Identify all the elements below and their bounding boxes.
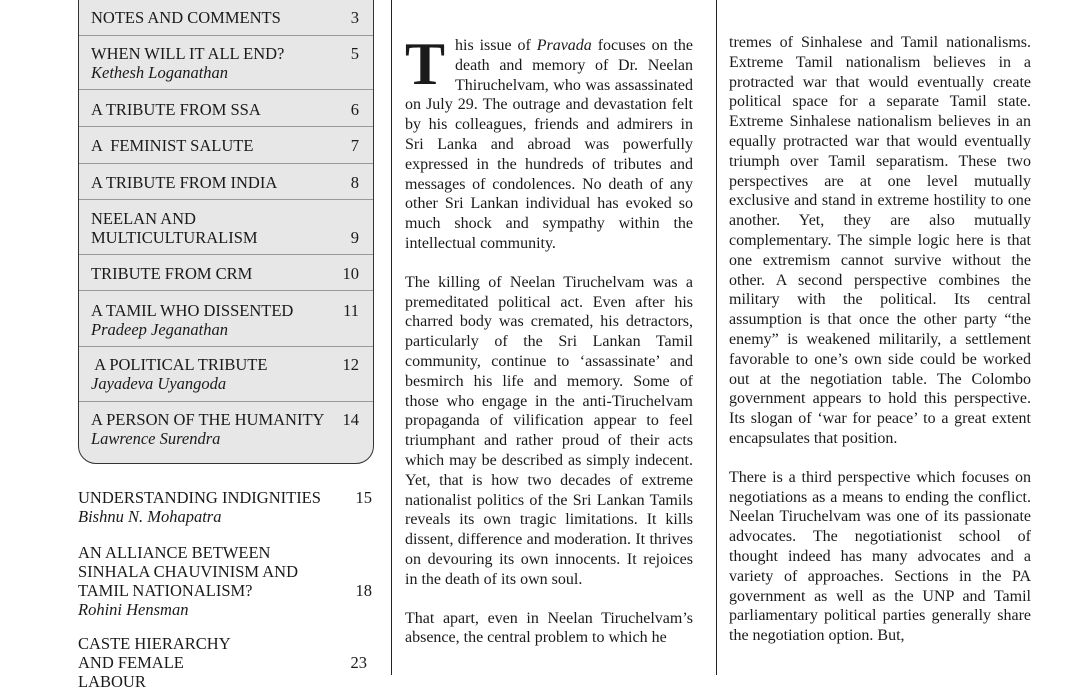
toc-page: 12: [342, 355, 359, 374]
toc-entry[interactable]: [91, 173, 359, 192]
divider: [79, 126, 373, 127]
toc-page: 6: [350, 100, 359, 119]
toc-page: 9: [350, 228, 359, 247]
toc-page: 15: [355, 488, 372, 507]
toc-entry[interactable]: [91, 410, 359, 448]
toc-entry[interactable]: [91, 136, 359, 155]
toc-title: A POLITICAL TRIBUTE: [91, 355, 268, 374]
toc-title: NEELAN AND MULTICULTURALISM: [91, 209, 258, 247]
toc-author: Pradeep Jeganathan: [91, 320, 229, 339]
toc-entry[interactable]: [91, 44, 359, 82]
toc-page: 3: [350, 8, 359, 27]
article-column-2: [729, 33, 1031, 665]
divider: [79, 254, 373, 255]
toc-entry[interactable]: [91, 8, 359, 27]
divider: [79, 163, 373, 164]
toc-entry[interactable]: [91, 301, 359, 339]
article-paragraph: That apart, even in Neelan Tiruchelvam’s absence, the central problem to which he: [405, 609, 693, 647]
toc-title: A TRIBUTE FROM SSA: [91, 100, 261, 119]
divider: [79, 346, 373, 347]
toc-title: A PERSON OF THE HUMANITY: [91, 410, 325, 429]
divider: [79, 401, 373, 402]
divider: [79, 199, 373, 200]
toc-title: WHEN WILL IT ALL END?: [91, 44, 285, 63]
drop-cap: T: [405, 31, 446, 97]
article-paragraph: There is a third perspective which focuses on negotiations as a means to ending the conflict. Neelan Tiruchelvam was one of its passionate advocates. The negotiationist school of thought indeed has many advocates and a variety of approaches. Sections in the PA government as well as the UNP and Tamil parliamentary political parties generally share the negotiation option. But,: [729, 468, 1031, 645]
toc-entry[interactable]: [78, 543, 378, 619]
divider: [79, 35, 373, 36]
toc-entry[interactable]: [91, 355, 359, 393]
toc-title: A TRIBUTE FROM INDIA: [91, 173, 278, 192]
divider: [79, 290, 373, 291]
toc-author: Jayadeva Uyangoda: [91, 374, 227, 393]
toc-title: CASTE HIERARCHY AND FEMALE LABOUR: [78, 634, 231, 691]
toc-title: A FEMINIST SALUTE: [91, 136, 254, 155]
toc-entry[interactable]: [91, 100, 359, 119]
toc-entry[interactable]: [78, 488, 378, 526]
toc-author: Bishnu N. Mohapatra: [78, 507, 222, 526]
toc-page: 10: [342, 264, 359, 283]
toc-title: A TAMIL WHO DISSENTED: [91, 301, 294, 320]
toc-author: Rohini Hensman: [78, 600, 189, 619]
column-rule: [716, 0, 717, 675]
toc-page: 14: [342, 410, 359, 429]
article-column-1: [405, 31, 694, 667]
toc-title: AN ALLIANCE BETWEEN SINHALA CHAUVINISM AND TAMIL NATIONALISM?: [78, 543, 299, 600]
toc-page: 11: [343, 301, 359, 320]
journal-name: Pravada: [536, 37, 592, 54]
toc-page: 23: [350, 653, 367, 672]
toc-page: 18: [355, 581, 372, 600]
toc-author: Lawrence Surendra: [91, 429, 221, 448]
toc-title: NOTES AND COMMENTS: [91, 8, 281, 27]
column-rule: [391, 0, 392, 675]
divider: [79, 89, 373, 90]
article-paragraph: The killing of Neelan Tiruchelvam was a premeditated political act. Even after his charred body was cremated, his detractors, particularly of the Sri Lankan Tamil community, continue to ‘assassinate’ and besmirch his life and memory. Some of those who engage in the anti-Tiruchelvam propaganda of vilification appear to feel triumphant and rather proud of their acts which may be described as simply indecent. Yet, that is how two decades of extreme nationalist politics of the Sri Lankan Tamils reveals its own tragic limitations. It kills dissent, difference and moderation. It thrives on devouring its own innocents. It rejoices in the death of its own soul.: [405, 273, 693, 588]
toc-title: TRIBUTE FROM CRM: [91, 264, 253, 283]
toc-page: 5: [350, 44, 359, 63]
toc-author: Kethesh Loganathan: [91, 63, 229, 82]
toc-entry[interactable]: [91, 264, 359, 283]
contents-box: [78, 0, 374, 464]
toc-page: 7: [350, 136, 359, 155]
article-paragraph: This issue of Pravada focuses on the death and memory of Dr. Neelan Thiruchelvam, who was assassinated on July 29. The outrage and devastation felt by his colleagues, friends and admirers in Sri Lanka and abroad was powerfully expressed in the hundreds of tributes and messages of condolences. No death of any other Sri Lankan individual has evoked so much shock and sympathy within the intellectual community.: [405, 31, 694, 252]
toc-entry[interactable]: [91, 209, 359, 247]
toc-title: UNDERSTANDING INDIGNITIES: [78, 488, 321, 507]
toc-entry[interactable]: [78, 634, 373, 691]
article-paragraph: tremes of Sinhalese and Tamil nationalisms. Extreme Tamil nationalism believes in a protracted war that would eventually create political space for a separate Tamil state. Extreme Sinhalese nationalism believes in an equally protracted war that would eventually triumph over Tamil separatism. These two perspectives are at one level mutually exclusive and stand in extreme hostility to one another. Yet, they are also mutually complementary. The simple logic here is that one extremism cannot survive without the other. A second perspective combines the military with the political. Its central assumption is that once the other party “the enemy” is weakened militarily, a settlement favorable to one’s own side could be worked out at the negotiation table. The Colombo government appears to hold this perspective. Its slogan of ‘war for peace’ to a great extent encapsulates that position.: [729, 34, 1031, 447]
toc-page: 8: [350, 173, 359, 192]
